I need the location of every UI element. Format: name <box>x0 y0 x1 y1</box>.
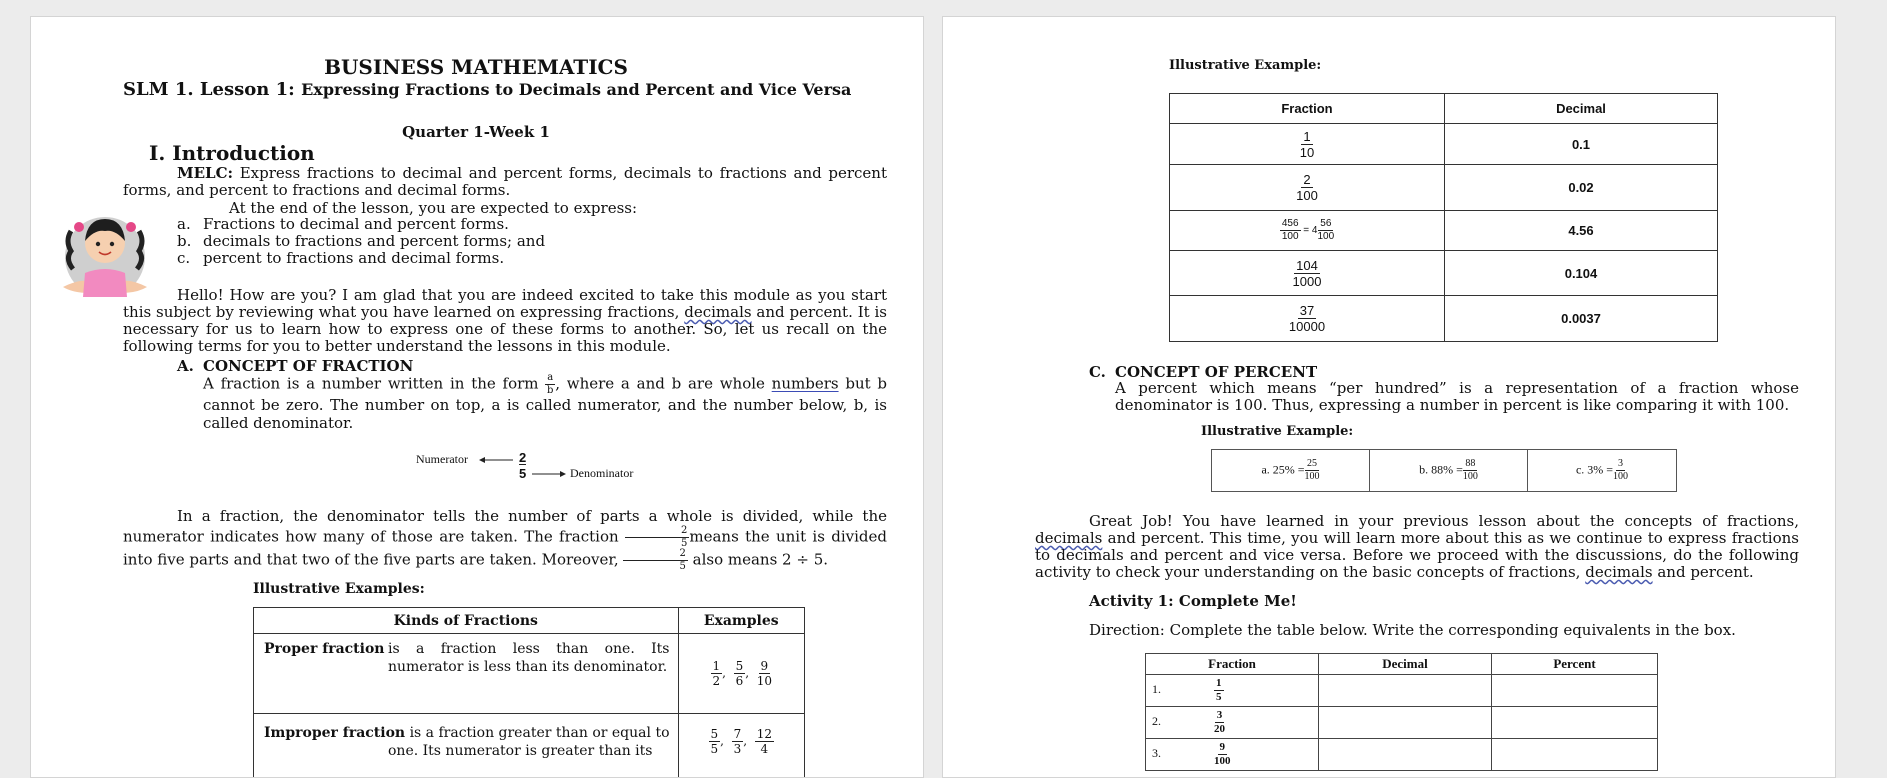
table-header: Decimal <box>1445 94 1718 124</box>
percent-answer-box[interactable] <box>1492 739 1658 771</box>
examples-cell: $\frac{5}{5}$ , $\frac{7}{3}$ , $\frac{12}{4}$ <box>678 714 805 778</box>
lesson-number: SLM 1. Lesson 1: <box>123 79 295 100</box>
section-heading: I. Introduction <box>149 141 315 165</box>
denominator-paragraph: In a fraction, the denominator tells the number of parts a whole is divided, while the numerator indicates how many of those are taken. The fraction $\frac{2}{5}$ means the unit is divided into five parts and that two of the five parts are taken. Moreover, $\frac{2}{5}$ also means 2 ÷ 5. <box>123 507 887 572</box>
examples-cell: $\frac{1}{2}$ , $\frac{5}{6}$ , $\frac{9}{10}$ <box>678 634 805 714</box>
table-row: 1. $\frac{1}{5}$ <box>1146 675 1658 707</box>
lesson-topic: Expressing Fractions to Decimals and Percent and Vice Versa <box>301 80 851 99</box>
quarter-label: Quarter 1-Week 1 <box>31 123 921 141</box>
intro-paragraph: Hello! How are you? I am glad that you are indeed excited to take this module as you start this subject by reviewing what you have learned on expressing fractions, decimals and percent. It is necessary for us to learn how to express one of these forms to another. So, let us recall on the following terms for you to better understand the lessons in this module. <box>123 287 887 355</box>
diagram-numerator: 2 <box>519 451 526 465</box>
illustrative-example-heading-2: Illustrative Example: <box>1201 424 1353 439</box>
table-row: $\frac{456}{100}$ = 4 $\frac{56}{100}$ 4.56 <box>1170 211 1718 251</box>
arrow-left-icon <box>479 456 513 464</box>
percent-answer-box[interactable] <box>1492 707 1658 739</box>
illustrative-examples-heading: Illustrative Examples: <box>253 581 425 597</box>
melc-label: MELC: <box>177 164 233 182</box>
diagram-denominator: 5 <box>519 466 526 481</box>
melc-text: Express fractions to decimal and percent forms, decimals to fractions and percent forms, and percent to fractions and decimal forms. <box>123 164 887 199</box>
expectation-text: At the end of the lesson, you are expected to express: <box>229 199 637 217</box>
lesson-title <box>123 79 851 100</box>
table-header: Percent <box>1492 654 1658 675</box>
kinds-of-fractions-table <box>253 607 805 778</box>
table-row <box>1212 450 1677 492</box>
concept-percent-heading: C. CONCEPT OF PERCENT <box>1089 363 1317 381</box>
girl-avatar <box>53 207 157 299</box>
activity-table <box>1145 653 1658 771</box>
percent-example-cell: c. 3% = $\frac{3}{100}$ <box>1528 450 1677 492</box>
fraction-kind-cell: Improper fraction is a fraction greater than or equal to one. Its numerator is greater than its <box>254 714 679 778</box>
fraction-kind-cell: Proper fraction is a fraction less than one. Its numerator is less than its denominator. <box>254 634 679 714</box>
decimal-answer-box[interactable] <box>1319 739 1492 771</box>
activity-heading: Activity 1: Complete Me! <box>1089 592 1297 610</box>
table-row <box>254 714 805 778</box>
concept-percent-text: A percent which means “per hundred” is a representation of a fraction whose denominator is 100. Thus, expressing a number in percent is like comparing it with 100. <box>1115 380 1799 414</box>
decimal-answer-box[interactable] <box>1319 675 1492 707</box>
table-row: 3. $\frac{9}{100}$ <box>1146 739 1658 771</box>
document-page-right <box>942 16 1836 778</box>
activity-direction: Direction: Complete the table below. Write the corresponding equivalents in the box. <box>1089 621 1736 639</box>
percent-examples-table <box>1211 449 1677 492</box>
fraction-parts-diagram <box>416 450 656 484</box>
table-row: $\frac{104}{1000}$ 0.104 <box>1170 251 1718 296</box>
table-row <box>254 634 805 714</box>
girl-illustration-icon <box>53 207 157 299</box>
concept-fraction-text: A fraction is a number written in the form $\frac{a}{b}$ , where a and b are whole numbers but b cannot be zero. The number on top, a is called numerator, and the number below, b, is called denominator. <box>203 373 887 432</box>
objective-item: b. decimals to fractions and percent forms; and <box>177 233 545 250</box>
denominator-label: Denominator <box>570 466 633 481</box>
numerator-label: Numerator <box>416 452 468 467</box>
fraction-decimal-table <box>1169 93 1718 342</box>
table-header: Fraction <box>1170 94 1445 124</box>
table-header: Kinds of Fractions <box>254 608 679 634</box>
table-row: 2. $\frac{3}{20}$ <box>1146 707 1658 739</box>
table-header: Examples <box>678 608 805 634</box>
illustrative-example-heading: Illustrative Example: <box>1169 58 1321 73</box>
page-title: BUSINESS MATHEMATICS <box>31 55 921 79</box>
document-page-left <box>30 16 924 778</box>
great-job-paragraph: Great Job! You have learned in your previous lesson about the concepts of fractions, decimals and percent. This time, you will learn more about this as we continue to express fractions to decimals and percent and vice versa. Before we proceed with the discussions, do the following activity to check your understanding on the basic concepts of fractions, decimals and percent. <box>1035 513 1799 581</box>
objective-item: a. Fractions to decimal and percent forms. <box>177 216 545 233</box>
percent-answer-box[interactable] <box>1492 675 1658 707</box>
objectives-list <box>177 216 545 267</box>
decimal-answer-box[interactable] <box>1319 707 1492 739</box>
table-row: $\frac{37}{10000}$ 0.0037 <box>1170 296 1718 342</box>
melc-paragraph <box>123 165 887 199</box>
table-header: Fraction <box>1146 654 1319 675</box>
percent-example-cell: a. 25% = $\frac{25}{100}$ <box>1212 450 1370 492</box>
percent-example-cell: b. 88% = $\frac{88}{100}$ <box>1370 450 1528 492</box>
table-row: $\frac{1}{10}$ 0.1 <box>1170 124 1718 165</box>
arrow-right-icon <box>532 470 566 478</box>
table-row: $\frac{2}{100}$ 0.02 <box>1170 165 1718 211</box>
table-header: Decimal <box>1319 654 1492 675</box>
concept-fraction-heading: A. CONCEPT OF FRACTION <box>177 357 413 375</box>
objective-item: c. percent to fractions and decimal forms. <box>177 250 545 267</box>
